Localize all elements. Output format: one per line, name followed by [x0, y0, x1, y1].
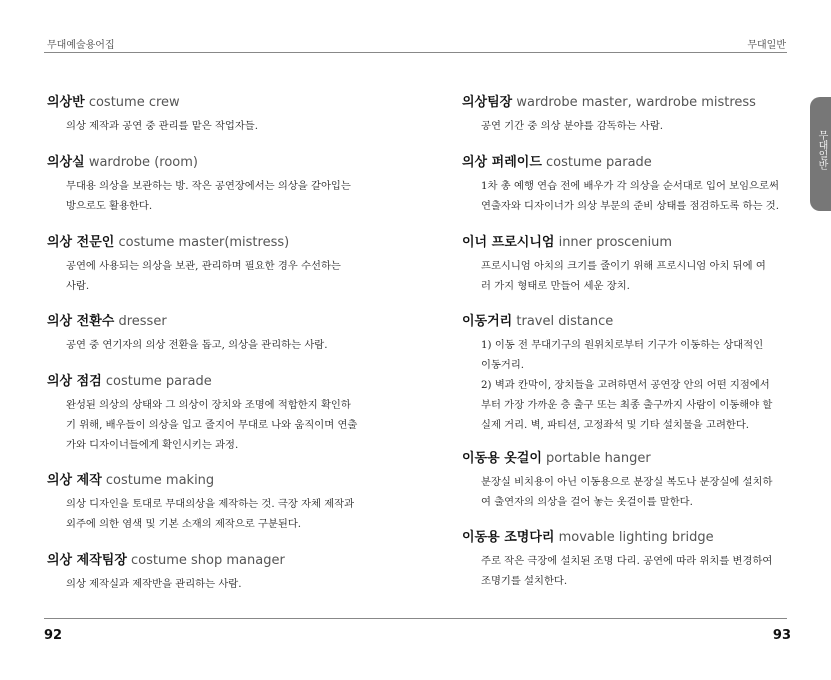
entry-definition [47, 176, 351, 216]
footer-rule [44, 618, 787, 619]
glossary-entry [47, 314, 328, 355]
glossary-entry [462, 530, 772, 591]
entry-term-english: costume making [105, 473, 215, 488]
entry-definition [47, 494, 354, 534]
entry-term: 이동용 옷걸이 [462, 451, 542, 466]
definition-line: 연출자와 디자이너가 의상 부문의 준비 상태를 점검하도록 하는 것. [481, 200, 780, 212]
entry-definition [462, 176, 779, 216]
definition-line: 가와 디자이너들에게 확인시키는 과정. [66, 439, 239, 451]
definition-line: 사람. [66, 280, 90, 292]
glossary-entry [47, 473, 354, 534]
page-number-left: 92 [44, 628, 63, 643]
entry-term: 의상 점검 [47, 374, 102, 389]
entry-term: 의상 전문인 [47, 235, 115, 250]
entry-term: 의상 퍼레이드 [462, 155, 542, 170]
entry-term: 의상 제작 [47, 473, 102, 488]
glossary-entry [462, 95, 756, 136]
glossary-entry [47, 553, 285, 594]
entry-definition [47, 574, 285, 594]
entry-definition [462, 116, 756, 136]
entry-term: 이동용 조명다리 [462, 530, 555, 545]
glossary-entry [47, 95, 258, 136]
entry-term: 의상 제작팀장 [47, 553, 127, 568]
definition-line: 완성된 의상의 상태와 그 의상이 장치와 조명에 적합한지 확인하 [66, 399, 351, 411]
definition-line: 2) 벽과 칸막이, 장치들을 고려하면서 공연장 안의 어떤 지점에서 [481, 379, 770, 391]
entry-term-english: inner proscenium [558, 235, 673, 250]
definition-line: 의상 제작실과 제작반을 관리하는 사람. [66, 578, 242, 590]
glossary-entry [47, 155, 351, 216]
definition-line: 공연 중 연기자의 의상 전환을 돕고, 의상을 관리하는 사람. [66, 339, 328, 351]
definition-line: 공연에 사용되는 의상을 보관, 관리하며 필요한 경우 수선하는 [66, 260, 341, 272]
running-head-right: 무대일반 [747, 40, 786, 51]
page-number-right: 93 [772, 628, 791, 643]
definition-line: 1) 이동 전 무대기구의 원위치로부터 기구가 이동하는 상대적인 [481, 339, 764, 351]
definition-line: 프로시니엄 아치의 크기를 줄이기 위해 프로시니엄 아치 뒤에 여 [481, 260, 766, 272]
entry-term: 의상실 [47, 155, 85, 170]
definition-line: 의상 제작과 공연 중 관리를 맡은 작업자들. [66, 120, 259, 132]
definition-line: 부터 가장 가까운 층 출구 또는 최종 출구까지 사람이 이동해야 할 [481, 399, 773, 411]
entry-term: 이동거리 [462, 314, 513, 329]
definition-line: 실제 거리. 벽, 파티션, 고정좌석 및 기타 설치물을 고려한다. [481, 419, 750, 431]
entry-definition [462, 472, 772, 512]
definition-line: 방으로도 활용한다. [66, 200, 153, 212]
side-tab-label: 무대일반 [816, 130, 827, 170]
glossary-entry [47, 374, 357, 455]
entry-term-english: dresser [118, 314, 167, 329]
entry-term: 의상팀장 [462, 95, 513, 110]
entry-definition [462, 335, 772, 435]
entry-term-english: travel distance [516, 314, 614, 329]
header-rule [44, 52, 787, 53]
definition-line: 이동거리. [481, 359, 525, 371]
entry-term-english: portable hanger [546, 451, 651, 466]
running-head-left: 무대예술용어집 [47, 40, 115, 51]
entry-definition [47, 395, 357, 455]
entry-definition [47, 256, 341, 296]
entry-definition [462, 256, 766, 296]
definition-line: 러 가지 형태로 만들어 세운 장치. [481, 280, 630, 292]
entry-term-english: costume shop manager [131, 553, 285, 568]
definition-line: 공연 기간 중 의상 분야를 감독하는 사람. [481, 120, 664, 132]
entry-definition [462, 551, 772, 591]
entry-definition [47, 116, 258, 136]
definition-line: 여 출연자의 의상을 걸어 놓는 옷걸이를 말한다. [481, 496, 693, 508]
definition-line: 의상 디자인을 토대로 무대의상을 제작하는 것. 극장 자체 제작과 [66, 498, 355, 510]
definition-line: 외주에 의한 염색 및 기본 소재의 제작으로 구분된다. [66, 518, 302, 530]
entry-term: 이너 프로시니엄 [462, 235, 555, 250]
entry-term: 의상 전환수 [47, 314, 115, 329]
glossary-entry [47, 235, 341, 296]
definition-line: 분장실 비치용이 아닌 이동용으로 분장실 복도나 분장실에 설치하 [481, 476, 773, 488]
entry-term-english: wardrobe (room) [88, 155, 198, 170]
glossary-entry [462, 451, 772, 512]
definition-line: 1차 총 예행 연습 전에 배우가 각 의상을 순서대로 입어 보임으로써 [481, 180, 779, 192]
glossary-entry [462, 314, 772, 435]
entry-term-english: wardrobe master, wardrobe mistress [516, 95, 756, 110]
entry-term-english: costume crew [88, 95, 180, 110]
entry-term: 의상반 [47, 95, 85, 110]
entry-term-english: costume parade [546, 155, 652, 170]
definition-line: 기 위해, 배우들이 의상을 입고 줄지어 무대로 나와 움직이며 연출 [66, 419, 358, 431]
glossary-entry [462, 155, 779, 216]
entry-term-english: movable lighting bridge [558, 530, 714, 545]
entry-term-english: costume master(mistress) [118, 235, 290, 250]
definition-line: 주로 작은 극장에 설치된 조명 다리. 공연에 따라 위치를 변경하여 [481, 555, 773, 567]
entry-term-english: costume parade [105, 374, 212, 389]
definition-line: 조명기를 설치한다. [481, 575, 568, 587]
glossary-entry [462, 235, 766, 296]
definition-line: 무대용 의상을 보관하는 방. 작은 공연장에서는 의상을 갈아입는 [66, 180, 351, 192]
entry-definition [47, 335, 328, 355]
